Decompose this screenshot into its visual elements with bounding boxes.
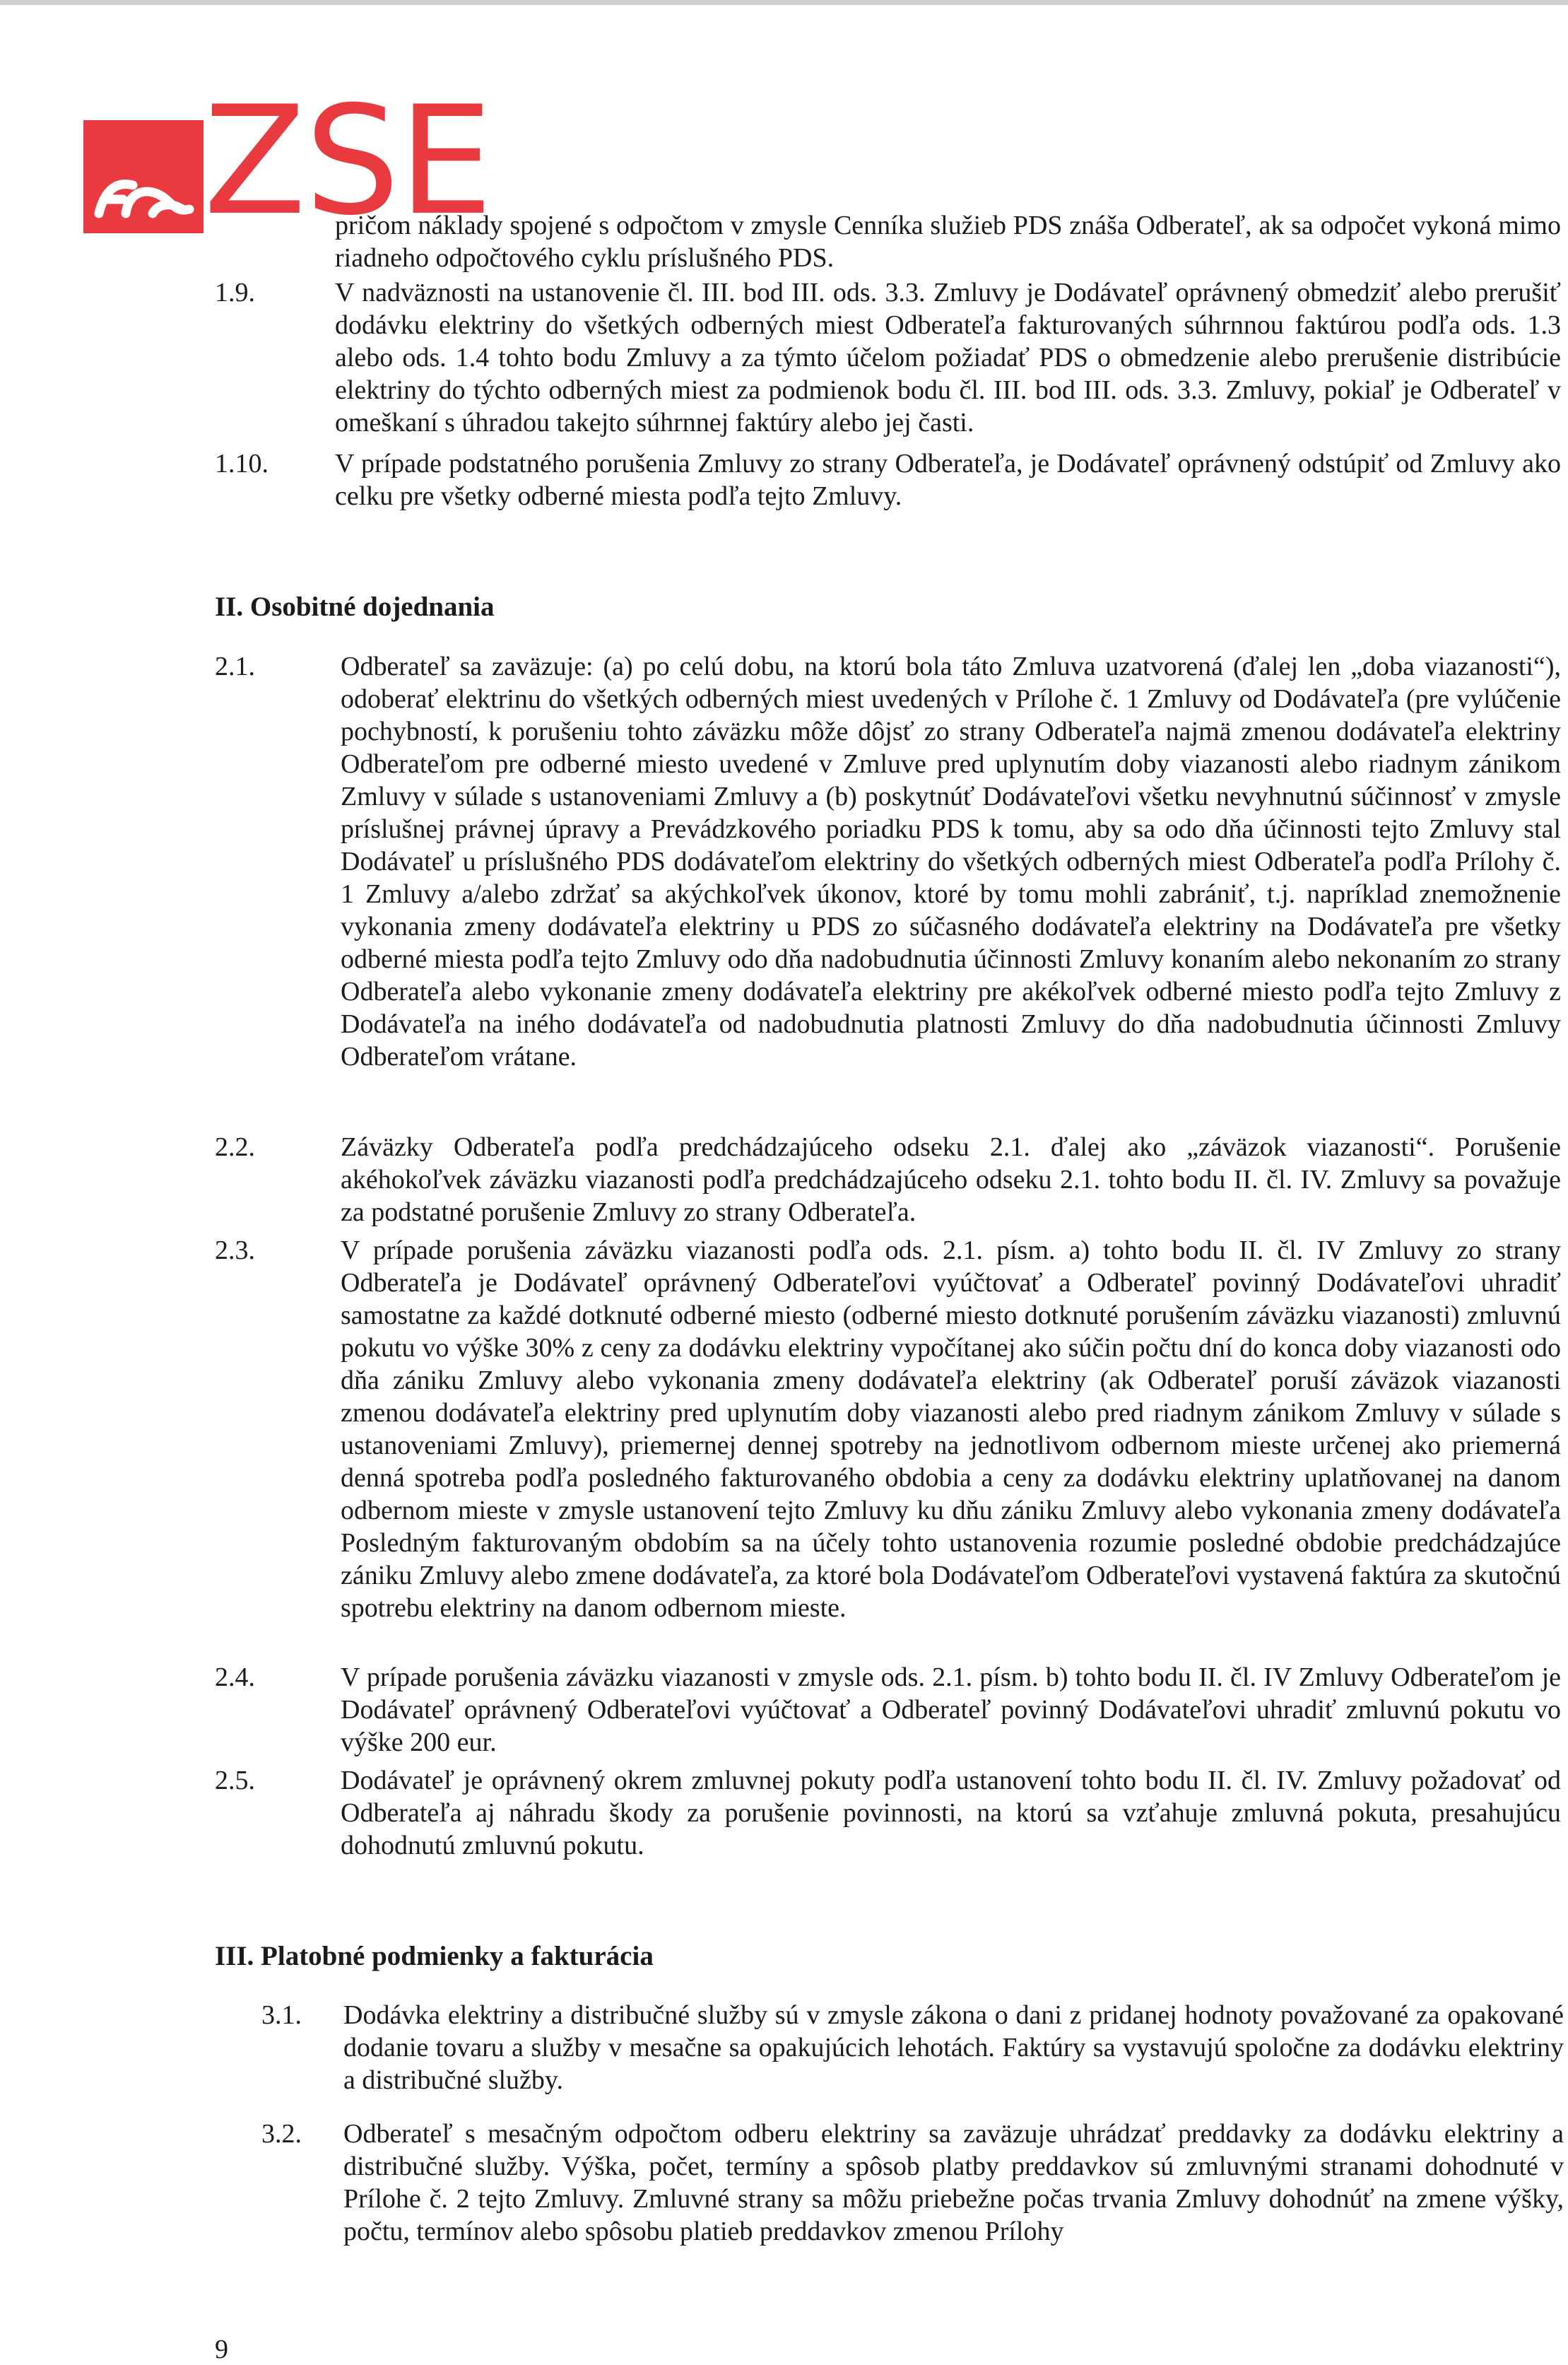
clause-text: V nadväznosti na ustanovenie čl. III. bod III. ods. 3.3. Zmluvy je Dodávateľ oprávnený obmedziť alebo prerušiť dodávku elektriny do všetkých odberných miest Odberateľa fakturovaných súhrnnou faktúrou podľa ods. 1.3 alebo ods. 1.4 tohto bodu Zmluvy a za týmto účelom požiadať PDS o obmedzenie alebo prerušenie distribúcie elektriny do týchto odberných miest za podmienok bodu čl. III. bod III. ods. 3.3. Zmluvy, pokiaľ je Odberateľ v omeškaní s úhradou takejto súhrnnej faktúry alebo jej časti. [335, 278, 1561, 438]
clause-text: Záväzky Odberateľa podľa predchádzajúceho odseku 2.1. ďalej ako „záväzok viazanosti“. Porušenie akéhokoľvek záväzku viazanosti podľa predchádzajúceho odseku 2.1. tohto bodu II. čl. IV. Zmluvy sa považuje za podstatné porušenie Zmluvy zo strany Odberateľa. [341, 1132, 1561, 1227]
clause-number: 2.1. [215, 652, 255, 681]
zse-logo-text: ZSE [204, 74, 492, 248]
section-2-heading: II. Osobitné dojednania [215, 592, 495, 622]
continuation-text: pričom náklady spojené s odpočtom v zmysle Cenníka služieb PDS znáša Odberateľ, ak sa odpočet vykoná mimo riadneho odpočtového cyklu príslušného PDS. [335, 211, 1561, 273]
clause-text: V prípade podstatného porušenia Zmluvy zo strany Odberateľa, je Dodávateľ oprávnený odstúpiť od Zmluvy ako celku pre všetky odberné miesta podľa tejto Zmluvy. [335, 449, 1561, 511]
clause-text: Dodávateľ je oprávnený okrem zmluvnej pokuty podľa ustanovení tohto bodu II. čl. IV. Zmluvy požadovať od Odberateľa aj náhradu škody za porušenie povinnosti, na ktorú sa vzťahuje zmluvná pokuta, presahujúcu dohodnutú zmluvnú pokutu. [341, 1766, 1561, 1860]
page-number: 9 [215, 2335, 228, 2364]
clause-number: 3.1. [261, 2000, 302, 2030]
clause-text: V prípade porušenia záväzku viazanosti v zmysle ods. 2.1. písm. b) tohto bodu II. čl. IV Zmluvy Odberateľom je Dodávateľ oprávnený Odberateľovi vyúčtovať a Odberateľ povinný Dodávateľovi uhradiť zmluvnú pokutu vo výške 200 eur. [341, 1662, 1561, 1757]
clause-number: 2.2. [215, 1132, 255, 1162]
clause-number: 1.10. [215, 449, 269, 479]
section-3-heading: III. Platobné podmienky a fakturácia [215, 1941, 654, 1971]
clause-text: Dodávka elektriny a distribučné služby sú v zmysle zákona o dani z pridanej hodnoty považované za opakované dodanie tovaru a služby v mesačne sa opakujúcich lehotách. Faktúry sa vystavujú spoločne za dodávku elektriny a distribučné služby. [343, 2000, 1564, 2095]
clause-text: Odberateľ sa zaväzuje: (a) po celú dobu, na ktorú bola táto Zmluva uzatvorená (ďalej len „doba viazanosti“), odoberať elektrinu do všetkých odberných miest uvedených v Prílohe č. 1 Zmluvy od Dodávateľa (pre vylúčenie pochybností, k porušeniu tohto záväzku môže dôjsť zo strany Odberateľa najmä zmenou dodávateľa elektriny Odberateľom pre odberné miesto uvedené v Zmluve pred uplynutím doby viazanosti alebo riadnym zánikom Zmluvy v súlade s ustanoveniami Zmluvy a (b) poskytnúť Dodávateľovi všetku nevyhnutnú súčinnosť v zmysle príslušnej právnej úpravy a Prevádzkového poriadku PDS k tomu, aby sa odo dňa účinnosti tejto Zmluvy stal Dodávateľ u príslušného PDS dodávateľom elektriny do všetkých odberných miest Odberateľa podľa Prílohy č. 1 Zmluvy a/alebo zdržať sa akýchkoľvek úkonov, ktoré by tomu mohli zabrániť, t.j. napríklad znemožnenie vykonania zmeny dodávateľa elektriny u PDS zo súčasného dodávateľa elektriny na Dodávateľa pre všetky odberné miesta podľa tejto Zmluvy odo dňa nadobudnutia účinnosti Zmluvy konaním alebo nekonaním zo strany Odberateľa alebo vykonanie zmeny dodávateľa elektriny pre akékoľvek odberné miesto podľa tejto Zmluvy z Dodávateľa na iného dodávateľa od nadobudnutia platnosti Zmluvy do dňa nadobudnutia účinnosti Zmluvy Odberateľom vrátane. [341, 652, 1561, 1072]
clause-number: 3.2. [261, 2119, 302, 2149]
clause-number: 2.3. [215, 1236, 255, 1265]
scan-top-edge [0, 0, 1568, 5]
clause-text: V prípade porušenia záväzku viazanosti podľa ods. 2.1. písm. a) tohto bodu II. čl. IV Zmluvy zo strany Odberateľa je Dodávateľ oprávnený Odberateľovi vyúčtovať a Odberateľ povinný Dodávateľovi uhradiť samostatne za každé dotknuté odberné miesto (odberné miesto dotknuté porušením záväzku viazanosti) zmluvnú pokutu vo výške 30% z ceny za dodávku elektriny vypočítanej ako súčin počtu dní do konca doby viazanosti odo dňa zániku Zmluvy alebo vykonania zmeny dodávateľa elektriny (ak Odberateľ poruší záväzok viazanosti zmenou dodávateľa elektriny pred uplynutím doby viazanosti alebo pred riadnym zánikom Zmluvy v súlade s ustanoveniami Zmluvy), priemernej dennej spotreby na jednotlivom odbernom mieste určenej ako priemerná denná spotreba podľa posledného fakturovaného obdobia a ceny za dodávku elektriny uplatňovanej na danom odbernom mieste v zmysle ustanovení tejto Zmluvy ku dňu zániku Zmluvy alebo vykonania zmeny dodávateľa Posledným fakturovaným obdobím sa na účely tohto ustanovenia rozumie posledné obdobie predchádzajúce zániku Zmluvy alebo zmene dodávateľa, za ktoré bola Dodávateľom Odberateľovi vystavená faktúra za skutočnú spotrebu elektriny na danom odbernom mieste. [341, 1236, 1561, 1623]
clause-text: Odberateľ s mesačným odpočtom odberu elektriny sa zaväzuje uhrádzať preddavky za dodávku elektriny a distribučné služby. Výška, počet, termíny a spôsob platby preddavkov sú zmluvnými stranami dohodnuté v Prílohe č. 2 tejto Zmluvy. Zmluvné strany sa môžu priebežne počas trvania Zmluvy dohodnúť na zmene výšky, počtu, termínov alebo spôsobu platieb preddavkov zmenou Prílohy [343, 2119, 1564, 2246]
clause-number: 2.5. [215, 1766, 255, 1795]
zse-logo-mark-icon [83, 120, 204, 233]
clause-number: 2.4. [215, 1662, 255, 1692]
clause-number: 1.9. [215, 278, 255, 307]
